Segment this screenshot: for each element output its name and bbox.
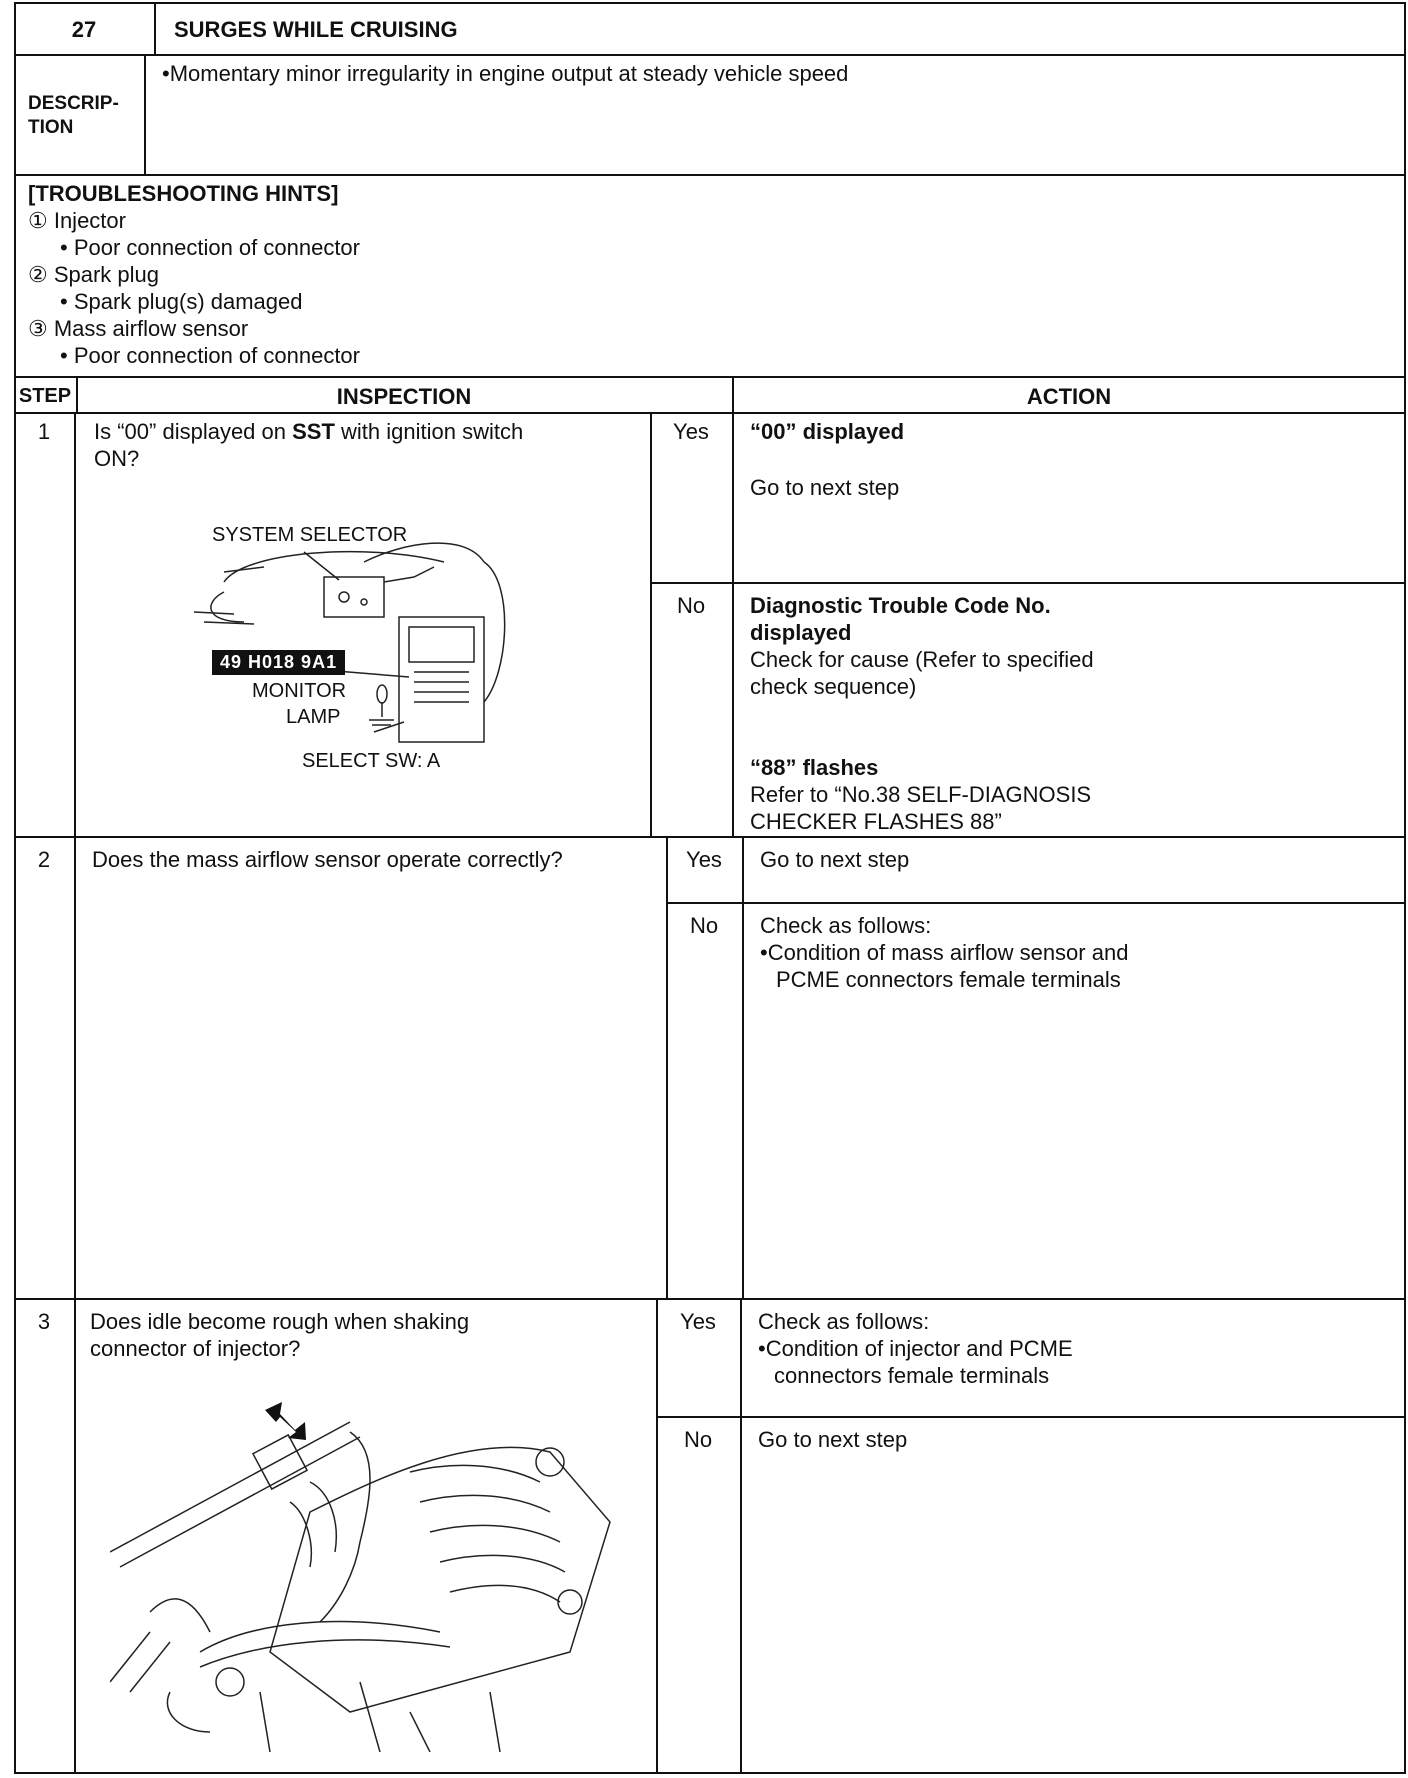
action-text: Refer to “No.38 SELF-DIAGNOSIS [750, 782, 1092, 807]
action-text: Check as follows: [758, 1309, 930, 1334]
step-3-question-line2: connector of injector? [90, 1336, 301, 1361]
label-monitor: MONITOR [252, 680, 347, 702]
action-title: displayed [750, 620, 852, 645]
action-text: Go to next step [750, 475, 900, 500]
action-text: Check as follows: [760, 913, 932, 938]
step-number: 1 [37, 419, 51, 444]
description-text: •Momentary minor irregularity in engine output at steady vehicle speed [162, 61, 849, 86]
step-number: 2 [37, 847, 51, 872]
engine-drawing [110, 1392, 630, 1752]
section-number: 27 [71, 17, 97, 42]
answer-yes: Yes [673, 419, 709, 444]
action-text: connectors female terminals [774, 1363, 1050, 1388]
action-text: check sequence) [750, 674, 917, 699]
action-text: CHECKER FLASHES 88” [750, 809, 1002, 834]
sst-diagram [164, 522, 564, 772]
hint-detail: • Poor connection of connector [60, 343, 360, 368]
hint-item: ② Spark plug [28, 262, 160, 287]
action-text: PCME connectors female terminals [776, 967, 1121, 992]
answer-no: No [676, 593, 706, 618]
action-text: Go to next step [760, 847, 910, 872]
header-divider [154, 2, 156, 56]
action-title: “88” flashes [750, 755, 879, 780]
action-text: •Condition of injector and PCME [758, 1336, 1073, 1361]
answer-yes: Yes [680, 1309, 716, 1334]
hint-item: ① Injector [28, 208, 126, 233]
label-lamp: LAMP [286, 706, 341, 728]
section-title: SURGES WHILE CRUISING [174, 17, 458, 42]
troubleshooting-page [14, 2, 1406, 1774]
action-text: Go to next step [758, 1427, 908, 1452]
answer-no: No [689, 913, 719, 938]
hints-title: [TROUBLESHOOTING HINTS] [28, 181, 339, 206]
hint-detail: • Spark plug(s) damaged [60, 289, 303, 314]
label-system-selector: SYSTEM SELECTOR [212, 524, 408, 546]
step-1-question: Is “00” displayed on SST with ignition switch [94, 419, 524, 444]
label-select-sw: SELECT SW: A [302, 750, 441, 772]
action-title: “00” displayed [750, 419, 905, 444]
column-inspection: INSPECTION [336, 384, 472, 409]
step-number: 3 [37, 1309, 51, 1334]
sst-illustration [164, 522, 564, 772]
action-title: Diagnostic Trouble Code No. [750, 593, 1051, 618]
injector-illustration [110, 1392, 630, 1752]
action-text: •Condition of mass airflow sensor and [760, 940, 1129, 965]
answer-no: No [683, 1427, 713, 1452]
hint-detail: • Poor connection of connector [60, 235, 360, 260]
step-1-question-line2: ON? [94, 446, 140, 471]
sst-part-number: 49 H018 9A1 [212, 650, 345, 675]
answer-yes: Yes [686, 847, 722, 872]
step-3-question: Does idle become rough when shaking [90, 1309, 470, 1334]
column-action: ACTION [1026, 384, 1112, 409]
action-text: Check for cause (Refer to specified [750, 647, 1094, 672]
column-step: STEP [18, 385, 72, 407]
description-label: DESCRIP- TION [28, 93, 119, 138]
hint-item: ③ Mass airflow sensor [28, 316, 249, 341]
step-2-question: Does the mass airflow sensor operate correctly? [92, 847, 563, 872]
